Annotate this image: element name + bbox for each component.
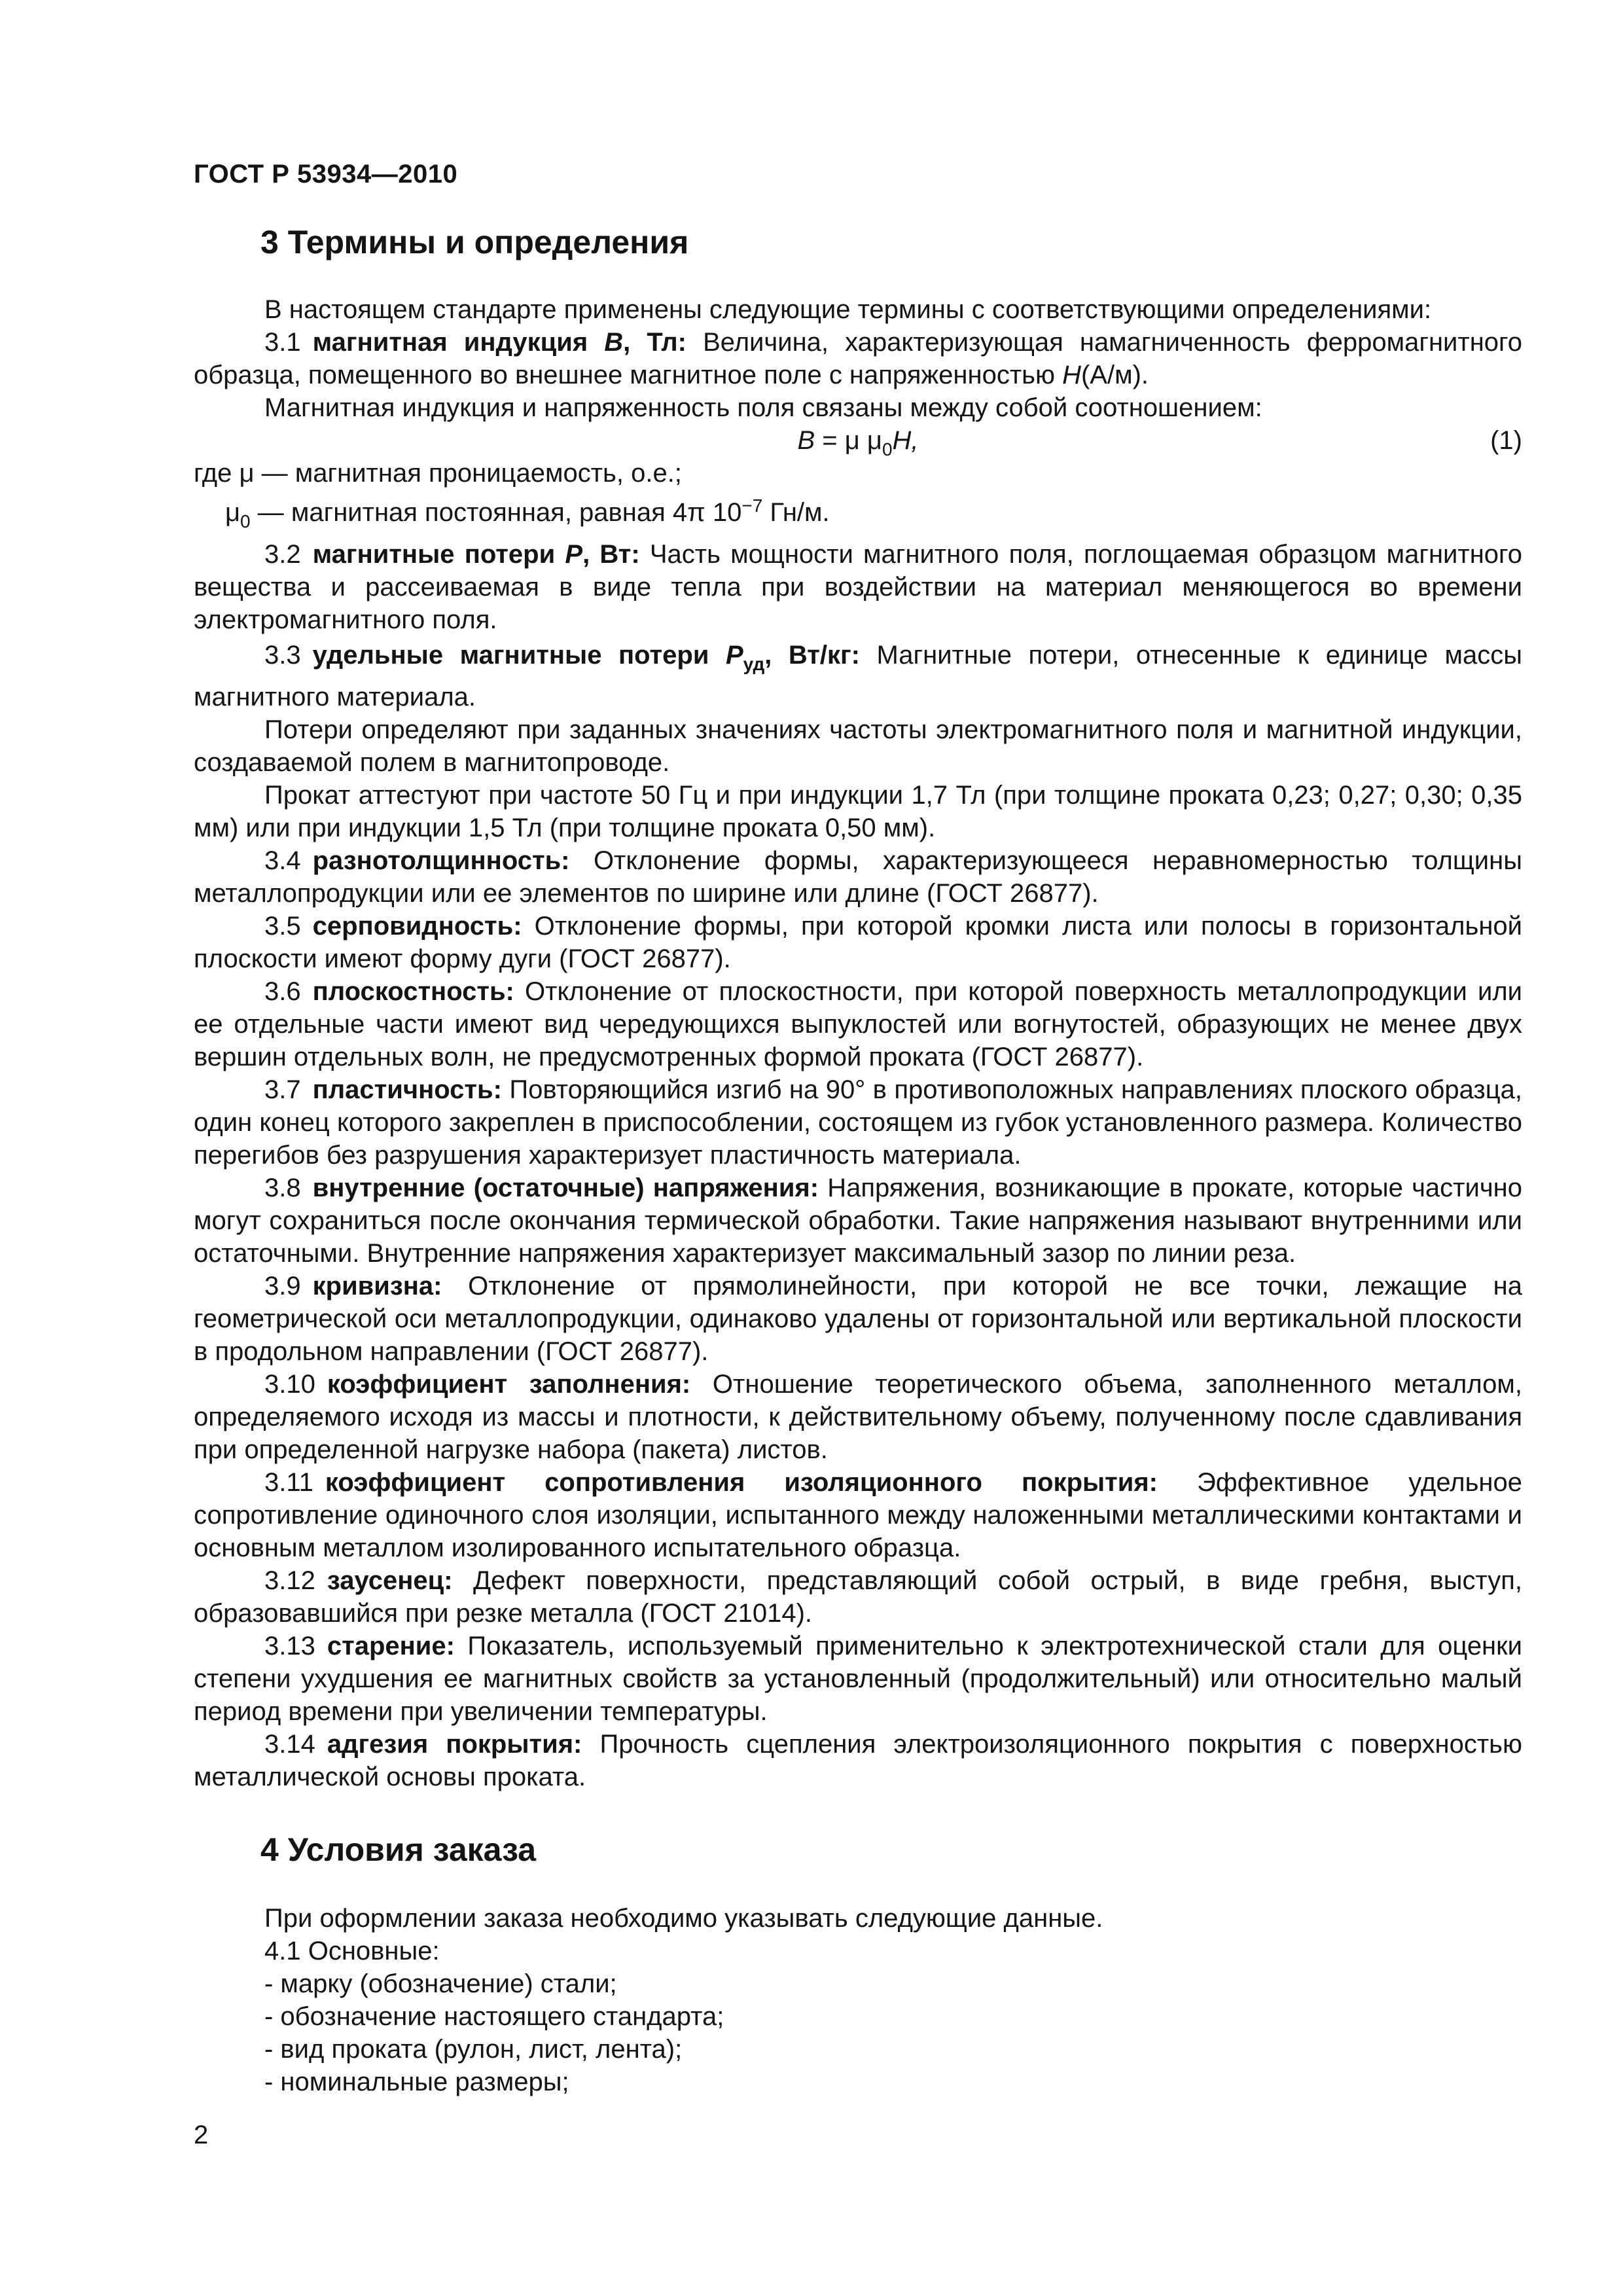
term-3-14: 3.14 адгезия покрытия: Прочность сцепления электроизоляционного покрытия с поверхностью металлической основы проката. xyxy=(194,1730,1523,1791)
order-data-list xyxy=(194,1967,1522,2098)
term-3-11: 3.11 коэффициент сопротивления изоляционного покрытия: Эффективное удельное сопротивление одиночного слоя изоляции, испытанного между наложенными металлическими контактами и основным металлом изолированного испытательного образца. xyxy=(194,1468,1522,1562)
symbol-h: H xyxy=(1062,361,1081,389)
term-name: магнитная индукция xyxy=(312,328,588,357)
section-3-intro: В настоящем стандарте применены следующие термины с соответствующими определениями: xyxy=(264,295,1432,324)
list-item: - марку (обозначение) стали; xyxy=(264,1969,617,1998)
term-3-1 xyxy=(194,326,1522,391)
term-3-10: 3.10 коэффициент заполнения: Отношение теоретического объема, заполненного металлом, определяемого исходя из массы и плотности, к действительному объему, полученному после сдавливания при определенной нагрузке набора (пакета) листов. xyxy=(194,1370,1522,1464)
term-3-9: 3.9 кривизна: Отклонение от прямолинейности, при которой не все точки, лежащие на геометрической оси металлопродукции, одинаково удалены от горизонтальной или вертикальной плоскости в продольном направлении (ГОСТ 26877). xyxy=(194,1272,1522,1366)
section-3-title: 3 Термины и определения xyxy=(260,224,689,260)
formula-row xyxy=(194,424,1522,457)
term-3-4: 3.4 разнотолщинность: Отклонение формы, характеризующееся неравномерностью толщины металлопродукции или ее элементов по ширине или длине (ГОСТ 26877). xyxy=(194,846,1522,908)
term-3-12: 3.12 заусенец: Дефект поверхности, представляющий собой острый, в виде гребня, выступ, образовавшийся при резке металла (ГОСТ 21014). xyxy=(194,1566,1522,1628)
document-header: ГОСТ Р 53934—2010 xyxy=(194,160,458,188)
term-3-5: 3.5 серповидность: Отклонение формы, при которой кромки листа или полосы в горизонтальной плоскости имеют форму дуги (ГОСТ 26877). xyxy=(194,912,1522,973)
where-mu0: $\mu_0$ — магнитная постоянная, равная 4π $10^{-7}$ Гн/м. xyxy=(225,495,830,531)
page-number: 2 xyxy=(194,2121,209,2149)
subsection-4-1: 4.1 Основные: xyxy=(264,1937,440,1965)
term-3-2: 3.2 магнитные потери P, Вт: Часть мощности магнитного поля, поглощаемая образцом магнитного вещества и рассеиваемая в виде тепла при воздействии на материал меняющегося во времени электромагнитного поля. xyxy=(194,540,1522,634)
equation-number: (1) xyxy=(1490,426,1522,455)
term-3-7: 3.7 пластичность: Повторяющийся изгиб на 90° в противоположных направлениях плоского образца, один конец которого закреплен в приспособлении, состоящем из губок установленного размера. Количество перегибов без разрушения характеризует пластичность материала. xyxy=(194,1075,1522,1170)
term-number: 3.1 xyxy=(264,328,301,357)
term-unit: , Тл: xyxy=(623,328,687,357)
section-4-intro: При оформлении заказа необходимо указывать следующие данные. xyxy=(264,1904,1103,1933)
attest-paragraph: Прокат аттестуют при частоте 50 Гц и при индукции 1,7 Тл (при толщине проката 0,23; 0,27; 0,30; 0,35 мм) или при индукции 1,5 Тл (при толщине проката 0,50 мм). xyxy=(194,781,1522,842)
term-3-8: 3.8 внутренние (остаточные) напряжения: Напряжения, возникающие в прокате, которые частично могут сохраниться после окончания термической обработки. Такие напряжения называют внутренними или остаточными. Внутренние напряжения характеризует максимальный зазор по линии реза. xyxy=(194,1174,1522,1268)
list-item: - обозначение настоящего стандарта; xyxy=(264,2002,724,2031)
losses-paragraph: Потери определяют при заданных значениях частоты электромагнитного поля и магнитной индукции, создаваемой полем в магнитопроводе. xyxy=(194,715,1522,777)
term-3-13: 3.13 старение: Показатель, используемый применительно к электротехнической стали для оценки степени ухудшения ее магнитных свойств за установленный (продолжительный) или относительно малый период времени при увеличении температуры. xyxy=(194,1632,1522,1726)
term-definition-end: (А/м). xyxy=(1080,361,1149,389)
term-definition: Величина, характеризующая намагниченность ферромагнитного образца, помещенного во внешнее магнитное поле с напряженностью xyxy=(194,328,1522,389)
where-mu: где μ — магнитная проницаемость, о.е.; xyxy=(194,459,682,488)
term-3-3: 3.3 удельные магнитные потери $P_{уд}$, Вт/кг: Магнитные потери, отнесенные к единице массы магнитного материала. xyxy=(194,641,1522,711)
formula: B = μ $\mu_0H$, xyxy=(797,426,919,459)
list-item: - номинальные размеры; xyxy=(264,2068,569,2096)
relation-text: Магнитная индукция и напряженность поля связаны между собой соотношением: xyxy=(264,393,1262,422)
term-symbol: B xyxy=(604,328,624,357)
term-3-6: 3.6 плоскостность: Отклонение от плоскостности, при которой поверхность металлопродукции или ее отдельные части имеют вид чередующихся выпуклостей или вогнутостей, образующих не менее двух вершин отдельных волн, не предусмотренных формой проката (ГОСТ 26877). xyxy=(194,977,1522,1071)
section-4-title: 4 Условия заказа xyxy=(260,1831,537,1868)
list-item: - вид проката (рулон, лист, лента); xyxy=(264,2035,683,2064)
document-body xyxy=(194,223,1522,2098)
